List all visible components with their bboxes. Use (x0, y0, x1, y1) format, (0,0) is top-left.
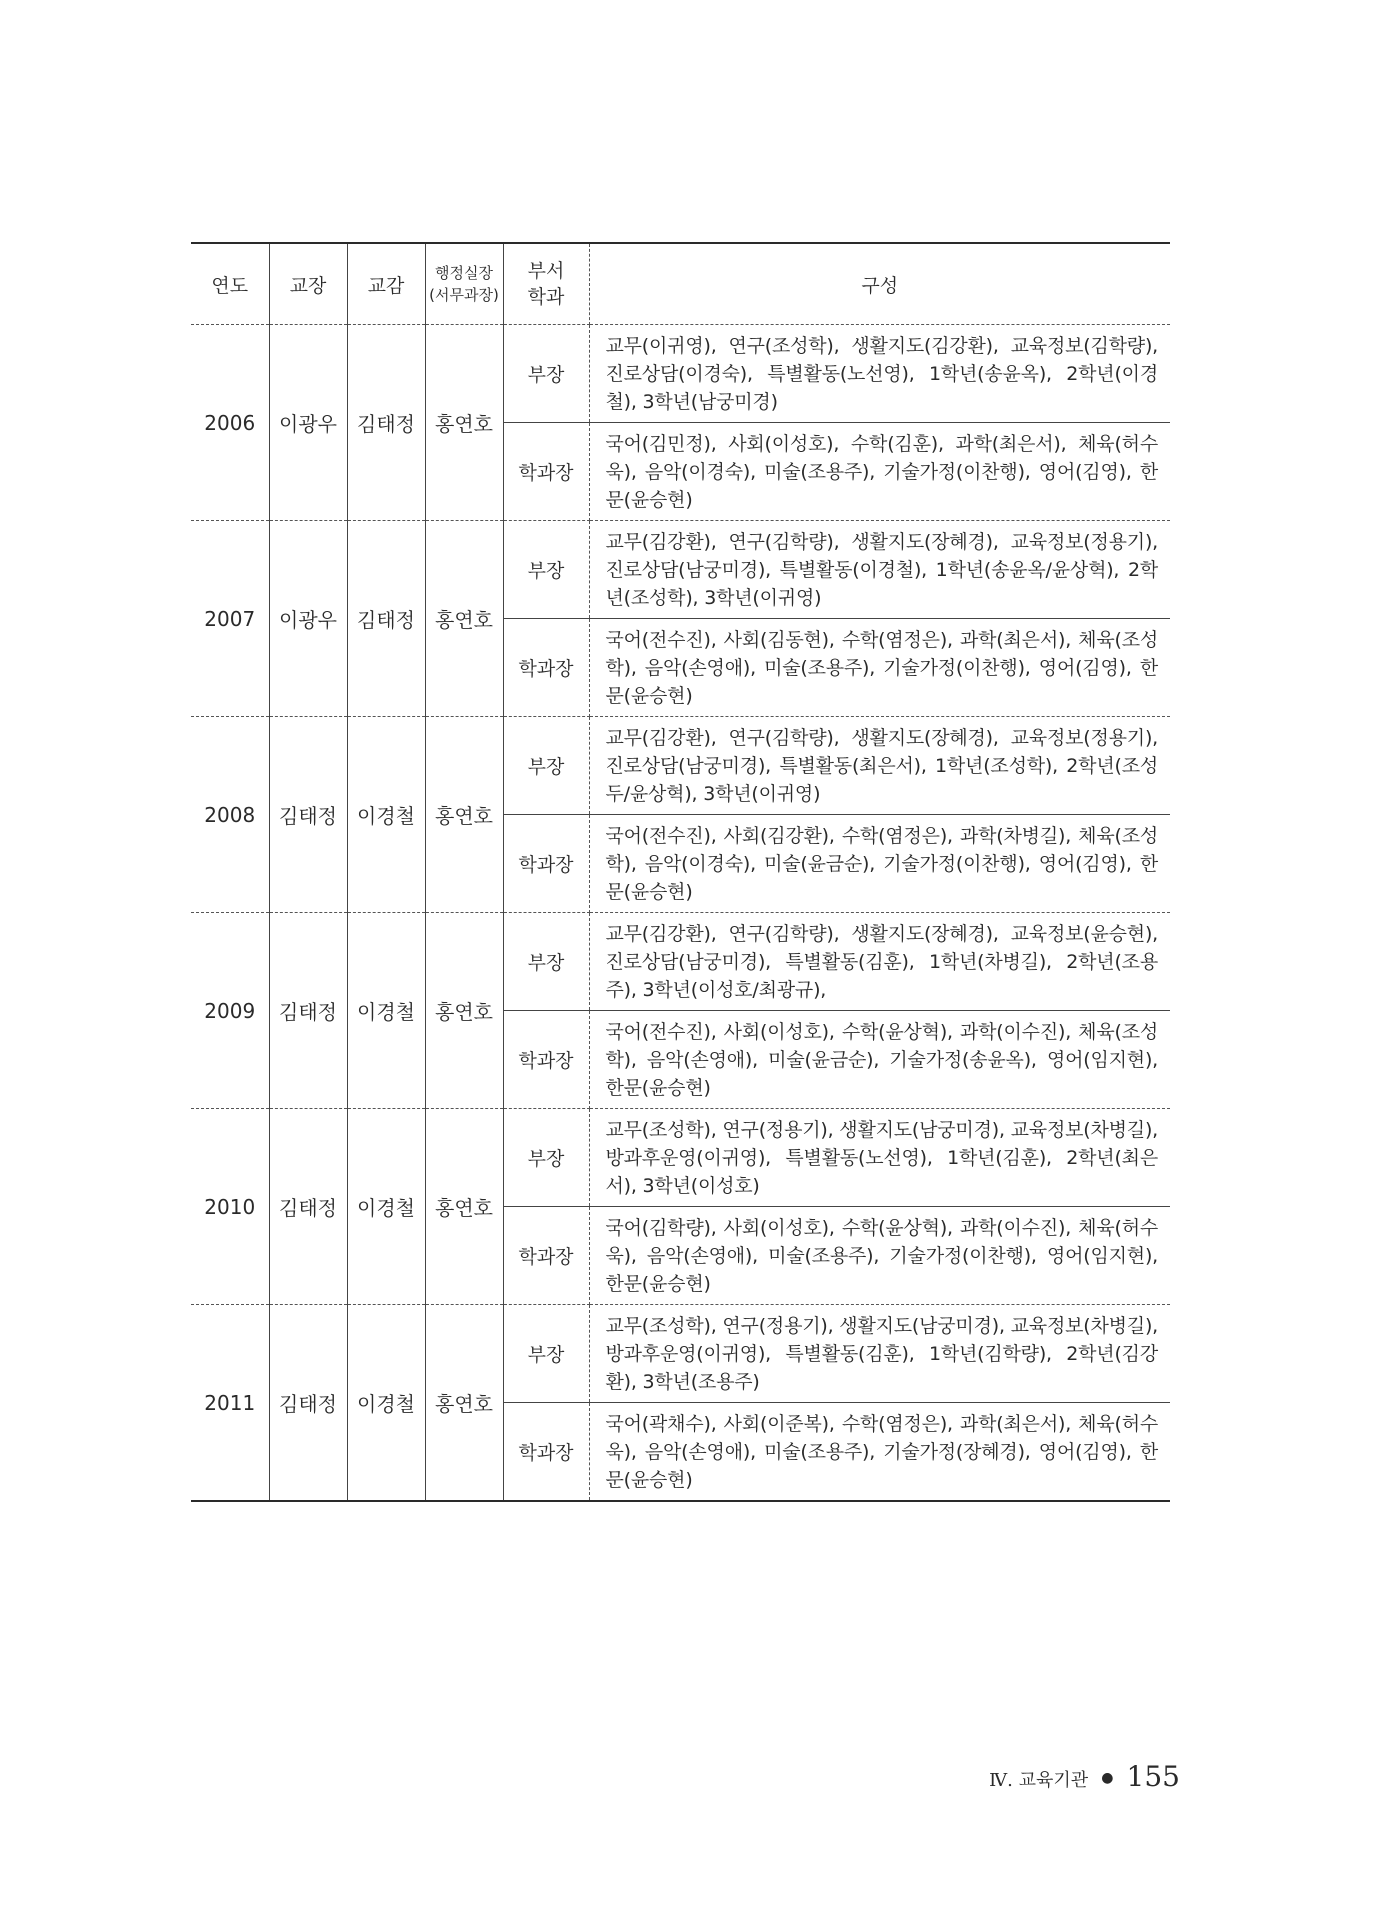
header-department (503, 243, 589, 325)
table-row (191, 325, 1170, 423)
year-cell: 2010 (191, 1109, 269, 1305)
dept-label-cell: 부장 (503, 1109, 589, 1207)
header-dept-line1: 부서 (527, 260, 565, 282)
subject-composition-cell: 국어(곽채수), 사회(이준복), 수학(염정은), 과학(최은서), 체육(허수욱), 음악(손영애), 미술(조용주), 기술가정(장혜경), 영어(김영), 한문(윤승현) (589, 1403, 1170, 1502)
year-cell: 2006 (191, 325, 269, 521)
dept-label-cell: 부장 (503, 325, 589, 423)
header-principal: 교장 (269, 243, 347, 325)
dept-composition-cell: 교무(김강환), 연구(김학량), 생활지도(장혜경), 교육정보(정용기), 진로상담(남궁미경), 특별활동(이경철), 1학년(송윤옥/윤상혁), 2학년(조성학), 3학년(이귀영) (589, 521, 1170, 619)
admin-chief-cell: 홍연호 (425, 1109, 503, 1305)
subject-label-cell: 학과장 (503, 1011, 589, 1109)
dept-composition-cell: 교무(김강환), 연구(김학량), 생활지도(장혜경), 교육정보(정용기), 진로상담(남궁미경), 특별활동(최은서), 1학년(조성학), 2학년(조성두/윤상혁), 3학년(이귀영) (589, 717, 1170, 815)
admin-chief-cell: 홍연호 (425, 325, 503, 521)
header-admin-chief (425, 243, 503, 325)
subject-label-cell: 학과장 (503, 1403, 589, 1502)
header-vice-principal: 교감 (347, 243, 425, 325)
principal-cell: 이광우 (269, 325, 347, 521)
header-dept-line2: 학과 (527, 286, 565, 308)
footer-bullet-icon: ● (1101, 1770, 1114, 1786)
year-cell: 2008 (191, 717, 269, 913)
admin-chief-cell: 홍연호 (425, 1305, 503, 1502)
principal-cell: 김태정 (269, 913, 347, 1109)
principal-cell: 김태정 (269, 717, 347, 913)
vice-principal-cell: 김태정 (347, 325, 425, 521)
dept-composition-cell: 교무(김강환), 연구(김학량), 생활지도(장혜경), 교육정보(윤승현), 진로상담(남궁미경), 특별활동(김훈), 1학년(차병길), 2학년(조용주), 3학년(이성호/최광규), (589, 913, 1170, 1011)
table-row (191, 1305, 1170, 1403)
table-row (191, 1109, 1170, 1207)
subject-composition-cell: 국어(김학량), 사회(이성호), 수학(윤상혁), 과학(이수진), 체육(허수욱), 음악(손영애), 미술(조용주), 기술가정(이찬행), 영어(임지현), 한문(윤승현) (589, 1207, 1170, 1305)
table-body (191, 325, 1170, 1502)
subject-composition-cell: 국어(김민정), 사회(이성호), 수학(김훈), 과학(최은서), 체육(허수욱), 음악(이경숙), 미술(조용주), 기술가정(이찬행), 영어(김영), 한문(윤승현) (589, 423, 1170, 521)
table-header-row (191, 243, 1170, 325)
page-number: 155 (1126, 1760, 1180, 1793)
page-footer (980, 1760, 1180, 1793)
principal-cell: 김태정 (269, 1305, 347, 1502)
year-cell: 2007 (191, 521, 269, 717)
header-admin-line2: (서무과장) (429, 286, 499, 304)
subject-label-cell: 학과장 (503, 815, 589, 913)
principal-cell: 김태정 (269, 1109, 347, 1305)
dept-composition-cell: 교무(조성학), 연구(정용기), 생활지도(남궁미경), 교육정보(차병길), 방과후운영(이귀영), 특별활동(김훈), 1학년(김학량), 2학년(김강환), 3학년(조용주) (589, 1305, 1170, 1403)
dept-label-cell: 부장 (503, 717, 589, 815)
dept-composition-cell: 교무(이귀영), 연구(조성학), 생활지도(김강환), 교육정보(김학량), 진로상담(이경숙), 특별활동(노선영), 1학년(송윤옥), 2학년(이경철), 3학년(남궁미경) (589, 325, 1170, 423)
admin-chief-cell: 홍연호 (425, 717, 503, 913)
subject-label-cell: 학과장 (503, 1207, 589, 1305)
dept-composition-cell: 교무(조성학), 연구(정용기), 생활지도(남궁미경), 교육정보(차병길), 방과후운영(이귀영), 특별활동(노선영), 1학년(김훈), 2학년(최은서), 3학년(이성호) (589, 1109, 1170, 1207)
header-year: 연도 (191, 243, 269, 325)
vice-principal-cell: 김태정 (347, 521, 425, 717)
subject-composition-cell: 국어(전수진), 사회(이성호), 수학(윤상혁), 과학(이수진), 체육(조성학), 음악(손영애), 미술(윤금순), 기술가정(송윤옥), 영어(임지현), 한문(윤승현) (589, 1011, 1170, 1109)
footer-section-title: Ⅳ. 교육기관 (989, 1770, 1089, 1791)
principal-cell: 이광우 (269, 521, 347, 717)
year-cell: 2011 (191, 1305, 269, 1502)
vice-principal-cell: 이경철 (347, 1305, 425, 1502)
vice-principal-cell: 이경철 (347, 913, 425, 1109)
admin-chief-cell: 홍연호 (425, 521, 503, 717)
table-row (191, 521, 1170, 619)
staff-table-container (191, 242, 1170, 1502)
subject-label-cell: 학과장 (503, 619, 589, 717)
vice-principal-cell: 이경철 (347, 1109, 425, 1305)
dept-label-cell: 부장 (503, 521, 589, 619)
admin-chief-cell: 홍연호 (425, 913, 503, 1109)
header-composition: 구성 (589, 243, 1170, 325)
subject-label-cell: 학과장 (503, 423, 589, 521)
year-cell: 2009 (191, 913, 269, 1109)
vice-principal-cell: 이경철 (347, 717, 425, 913)
subject-composition-cell: 국어(전수진), 사회(김동현), 수학(염정은), 과학(최은서), 체육(조성학), 음악(손영애), 미술(조용주), 기술가정(이찬행), 영어(김영), 한문(윤승현) (589, 619, 1170, 717)
subject-composition-cell: 국어(전수진), 사회(김강환), 수학(염정은), 과학(차병길), 체육(조성학), 음악(이경숙), 미술(윤금순), 기술가정(이찬행), 영어(김영), 한문(윤승현) (589, 815, 1170, 913)
header-admin-line1: 행정실장 (435, 264, 493, 282)
table-row (191, 717, 1170, 815)
dept-label-cell: 부장 (503, 913, 589, 1011)
table-row (191, 913, 1170, 1011)
staff-composition-table (191, 242, 1170, 1502)
dept-label-cell: 부장 (503, 1305, 589, 1403)
